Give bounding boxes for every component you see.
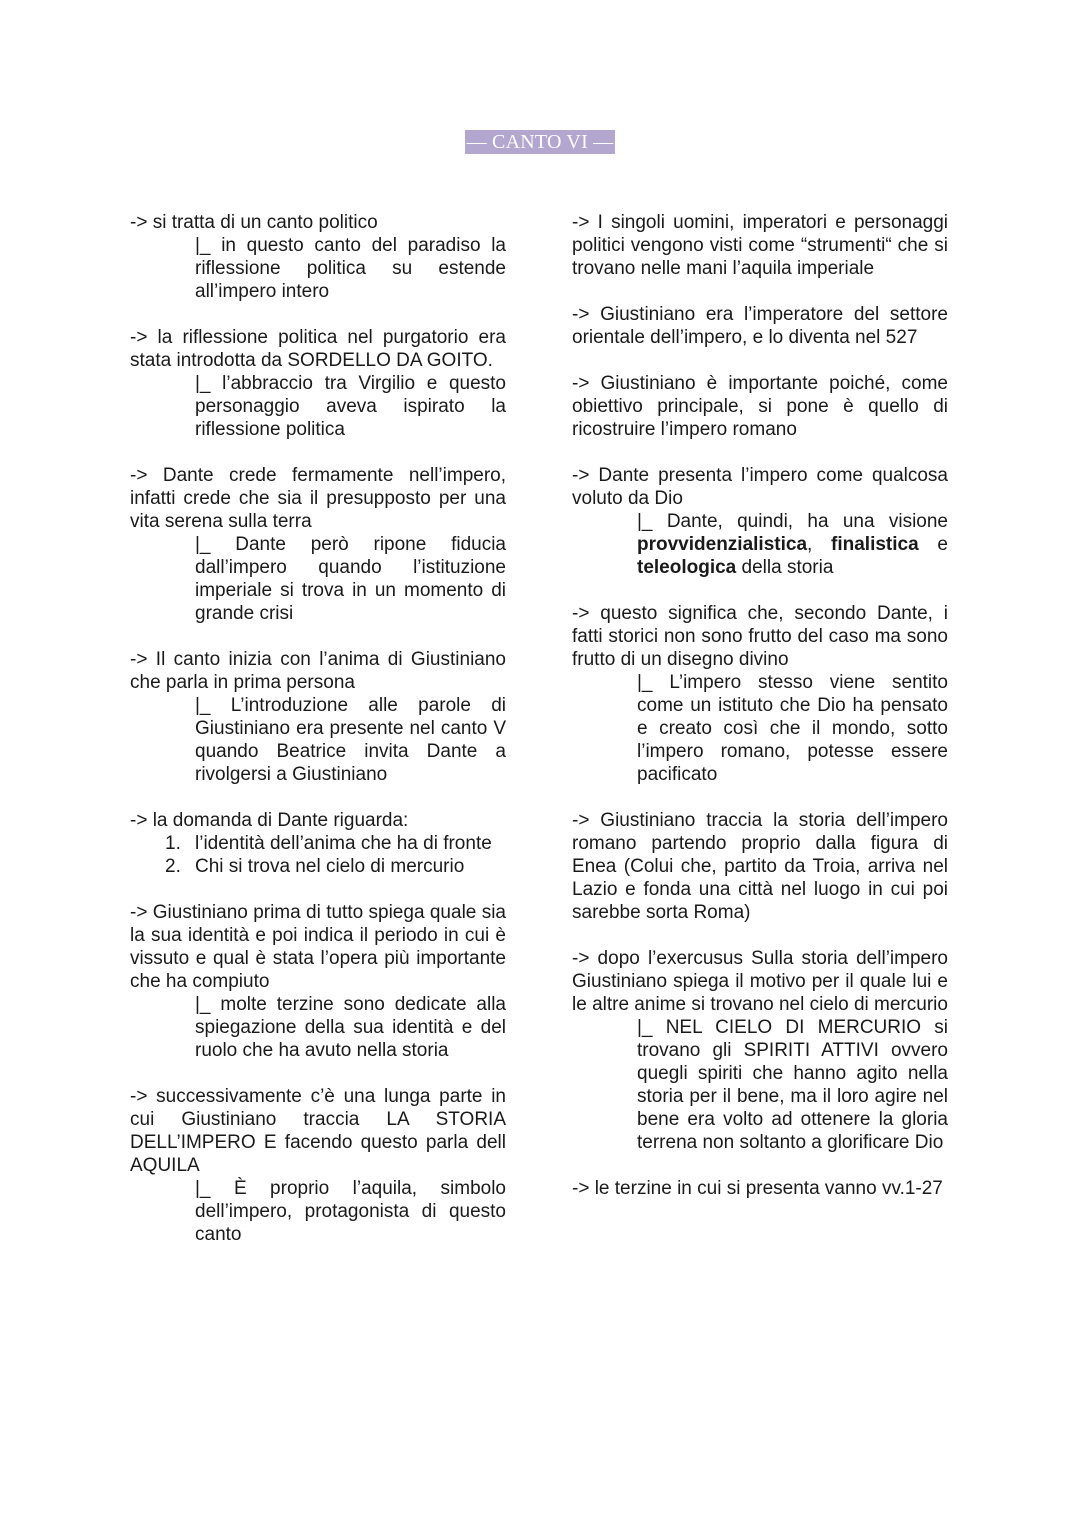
note-text: -> le terzine in cui si presenta vanno vv.1-27 bbox=[572, 1178, 943, 1199]
note-block bbox=[130, 1085, 506, 1246]
note-block bbox=[572, 303, 948, 349]
note-block bbox=[130, 648, 506, 786]
note-text: -> successivamente c’è una lunga parte in cui Giustiniano traccia LA STORIA DELL’IMPERO E facendo questo parla dell AQUILA bbox=[130, 1086, 506, 1176]
left-column bbox=[130, 211, 506, 1269]
note-block bbox=[130, 901, 506, 1062]
note-text: -> la domanda di Dante riguarda: bbox=[130, 810, 409, 831]
note-block bbox=[130, 326, 506, 441]
note-subpoint bbox=[637, 510, 948, 579]
note-subpoint: |_ NEL CIELO DI MERCURIO si trovano gli SPIRITI ATTIVI ovvero quegli spiriti che hanno agito nella storia per il bene, ma il loro agire nel bene era volto ad ottenere la gloria terrena non soltanto a glorificare Dio bbox=[637, 1017, 948, 1153]
note-subpoint: |_ in questo canto del paradiso la riflessione politica su estende all’impero intero bbox=[195, 235, 506, 302]
note-block bbox=[130, 809, 506, 878]
list-item-text: l’identità dell’anima che ha di fronte bbox=[195, 833, 492, 854]
note-text: -> Giustiniano era l’imperatore del settore orientale dell’impero, e lo diventa nel 527 bbox=[572, 304, 948, 348]
page-title-wrap bbox=[0, 130, 1080, 154]
note-subpoint: |_ molte terzine sono dedicate alla spiegazione della sua identità e del ruolo che ha avuto nella storia bbox=[195, 994, 506, 1061]
note-subpoint: |_ È proprio l’aquila, simbolo dell’impero, protagonista di questo canto bbox=[195, 1178, 506, 1245]
page-title: — CANTO VI — bbox=[466, 131, 614, 153]
separator: , bbox=[807, 534, 832, 555]
note-text: -> I singoli uomini, imperatori e personaggi politici vengono visti come “strumenti“ che si trovano nelle mani l’aquila imperiale bbox=[572, 212, 948, 279]
list-item-text: Chi si trova nel cielo di mercurio bbox=[195, 856, 465, 877]
note-subpoint: |_ Dante però ripone fiducia dall’impero quando l’istituzione imperiale si trova in un momento di grande crisi bbox=[195, 534, 506, 624]
list-number: 2. bbox=[165, 856, 181, 877]
note-text: -> questo significa che, secondo Dante, i fatti storici non sono frutto del caso ma sono frutto di un disegno divino bbox=[572, 603, 948, 670]
list-item bbox=[130, 855, 506, 878]
note-block bbox=[572, 372, 948, 441]
bold-term: teleologica bbox=[637, 557, 737, 578]
subpoint-text: |_ Dante, quindi, ha una visione bbox=[637, 511, 948, 532]
note-block bbox=[572, 602, 948, 786]
note-block bbox=[572, 211, 948, 280]
note-block bbox=[572, 809, 948, 924]
right-column bbox=[572, 211, 948, 1223]
note-subpoint: |_ L’introduzione alle parole di Giustiniano era presente nel canto V quando Beatrice invita Dante a rivolgersi a Giustiniano bbox=[195, 695, 506, 785]
note-text: -> Dante presenta l’impero come qualcosa voluto da Dio bbox=[572, 465, 948, 509]
numbered-list bbox=[130, 832, 506, 878]
bold-term: finalistica bbox=[831, 534, 919, 555]
separator: e bbox=[918, 534, 948, 555]
note-block bbox=[130, 464, 506, 625]
note-block bbox=[572, 1177, 948, 1200]
note-text: -> la riflessione politica nel purgatorio era stata introdotta da SORDELLO DA GOITO. bbox=[130, 327, 506, 371]
note-block bbox=[572, 947, 948, 1154]
note-block bbox=[572, 464, 948, 579]
note-text: -> dopo l’exercusus Sulla storia dell’impero Giustiniano spiega il motivo per il quale lui e le altre anime si trovano nel cielo di mercurio bbox=[572, 948, 948, 1015]
note-text: -> Il canto inizia con l’anima di Giustiniano che parla in prima persona bbox=[130, 649, 506, 693]
note-subpoint: |_ L’impero stesso viene sentito come un istituto che Dio ha pensato e creato così che il mondo, sotto l’impero romano, potesse essere pacificato bbox=[637, 672, 948, 785]
note-text: -> Giustiniano è importante poiché, come obiettivo principale, si pone è quello di ricostruire l’impero romano bbox=[572, 373, 948, 440]
list-item bbox=[130, 832, 506, 855]
note-text: -> Giustiniano traccia la storia dell’impero romano partendo proprio dalla figura di Enea (Colui che, partito da Troia, arriva nel Lazio e fonda una città nel luogo in cui poi sarebbe sorta Roma) bbox=[572, 810, 948, 923]
note-subpoint: |_ l’abbraccio tra Virgilio e questo personaggio aveva ispirato la riflessione politica bbox=[195, 373, 506, 440]
bold-term: provvidenzialistica bbox=[637, 534, 808, 555]
subpoint-text: della storia bbox=[736, 557, 834, 578]
note-text: -> si tratta di un canto politico bbox=[130, 212, 378, 233]
note-text: -> Dante crede fermamente nell’impero, infatti crede che sia il presupposto per una vita serena sulla terra bbox=[130, 465, 506, 532]
note-block bbox=[130, 211, 506, 303]
list-number: 1. bbox=[165, 833, 181, 854]
note-text: -> Giustiniano prima di tutto spiega quale sia la sua identità e poi indica il periodo in cui è vissuto e qual è stata l’opera più importante che ha compiuto bbox=[130, 902, 506, 992]
